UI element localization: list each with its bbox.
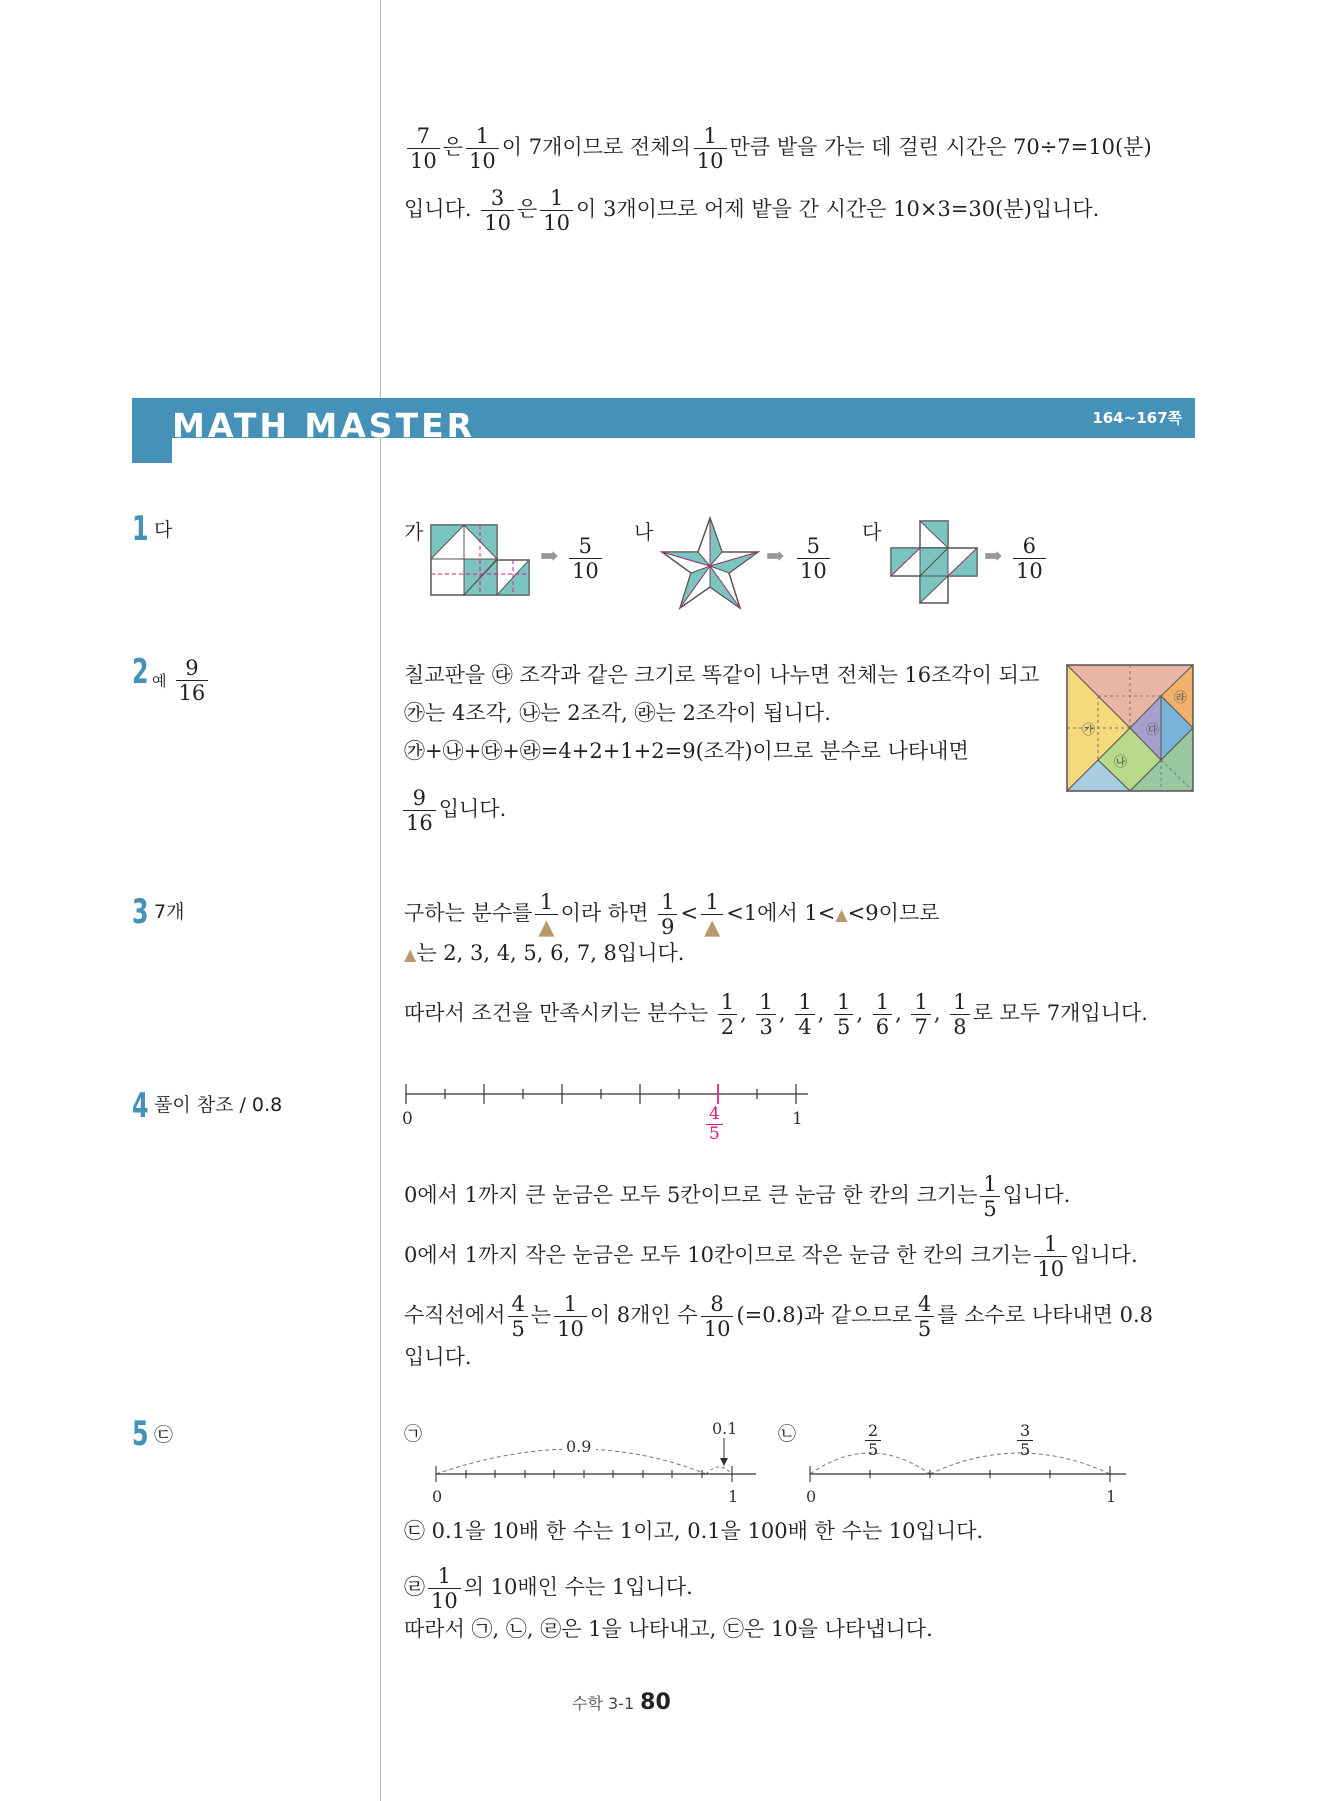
page-number: 80 <box>640 1690 671 1715</box>
fraction: $\frac{9}{16}$ <box>176 656 209 705</box>
diagram-b-label: ㉡ <box>778 1424 796 1445</box>
question-answer: 7개 <box>154 901 185 923</box>
diagram-a-label: ㉠ <box>404 1424 422 1445</box>
q3-line-2: ▲는 2, 3, 4, 5, 6, 7, 8입니다. <box>404 941 685 965</box>
fraction: $\frac{9}{16}$ <box>403 786 436 835</box>
fraction: $\frac{3}{10}$ <box>481 186 514 235</box>
small-label: 0.1 <box>712 1422 738 1438</box>
fraction: $\frac{7}{10}$ <box>407 124 440 173</box>
question-answer: 풀이 참조 / 0.8 <box>154 1094 283 1116</box>
q5-line-3: 따라서 ㉠, ㉡, ㉣은 1을 나타내고, ㉢은 10을 나타냅니다. <box>404 1617 933 1641</box>
number-line-q4 <box>396 1080 816 1150</box>
fraction: $\frac{1}{10}$ <box>428 1564 461 1613</box>
figure-da <box>890 520 980 604</box>
figure-label: 나 <box>634 520 654 544</box>
fraction: $\frac{1}{8}$ <box>950 990 969 1039</box>
q2-line-2: ㉮는 4조각, ㉯는 2조각, ㉱는 2조각이 됩니다. <box>404 701 831 725</box>
arc-fraction <box>862 1422 884 1459</box>
fraction: $\frac{1}{3}$ <box>756 990 775 1039</box>
fraction: $\frac{2}{5}$ <box>865 1422 881 1459</box>
page-footer <box>572 1690 671 1715</box>
nl-label-one: 1 <box>728 1487 739 1506</box>
fraction: $\frac{8}{10}$ <box>701 1292 734 1341</box>
nl-mark-fraction <box>703 1105 726 1144</box>
q3-line-3: 따라서 조건을 만족시키는 분수는 $\frac{1}{2}$ , $\frac{1}{3}$ , $\frac{1}{4}$ , $\frac{1}{5}$ , $\frac{1}{6}$ , $\frac{1}{7}$ , $\frac{1}{8}$ 로 모두 7개입니다. <box>404 990 1148 1039</box>
book-title: 수학 3-1 <box>572 1694 635 1713</box>
question-answer <box>152 656 211 705</box>
figure-ga <box>430 524 530 596</box>
q2-line-1: 칠교판을 ㉰ 조각과 같은 크기로 똑같이 나누면 전체는 16조각이 되고 <box>404 663 1040 687</box>
question-number: 5 <box>132 1414 149 1454</box>
question-number: 4 <box>132 1086 149 1126</box>
question-answer: ㉢ <box>154 1424 174 1446</box>
fraction: $\frac{1}{10}$ <box>540 186 573 235</box>
tangram-label-da: ㉰ <box>1146 723 1160 738</box>
fraction: $\frac{5}{10}$ <box>797 534 830 583</box>
section-title: MATH MASTER <box>172 406 476 445</box>
question-answer: 다 <box>154 519 173 541</box>
nl-label-zero: 0 <box>432 1487 443 1506</box>
figure-label: 가 <box>404 520 424 544</box>
fraction: $\frac{1}{5}$ <box>980 1172 999 1221</box>
section-banner-tab <box>132 438 172 463</box>
fraction: $\frac{1}{10}$ <box>1034 1232 1067 1281</box>
nl-label-zero: 0 <box>806 1487 817 1506</box>
fraction: $\frac{4}{5}$ <box>508 1292 527 1341</box>
q4-line-1: 0에서 1까지 큰 눈금은 모두 5칸이므로 큰 눈금 한 칸의 크기는 $\frac{1}{5}$ 입니다. <box>404 1172 1071 1221</box>
page-range: 164~167쪽 <box>1092 409 1182 427</box>
figure-label: 다 <box>862 520 882 544</box>
question-number: 2 <box>132 652 149 692</box>
q4-line-4: 입니다. <box>404 1345 472 1369</box>
tangram-figure <box>1066 664 1194 792</box>
fraction: $\frac{1}{10}$ <box>694 124 727 173</box>
figure-fraction <box>566 534 605 583</box>
arrow-icon: ➡ <box>766 544 785 569</box>
q2-line-3: ㉮+㉯+㉰+㉱=4+2+1+2=9(조각)이므로 분수로 나타내면 <box>404 739 969 763</box>
number-line-a <box>426 1422 766 1512</box>
figure-fraction <box>1010 534 1049 583</box>
triangle-icon: ▲ <box>404 945 417 964</box>
fraction: $\frac{3}{5}$ <box>1017 1422 1033 1459</box>
arrow-icon: ➡ <box>984 544 1003 569</box>
figure-fraction <box>794 534 833 583</box>
top-line-1: $\frac{7}{10}$ 은 $\frac{1}{10}$ 이 7개이므로 전체의 $\frac{1}{10}$ 만큼 밭을 가는 데 걸린 시간은 70÷7=10(분) <box>404 124 1152 173</box>
fraction: $\frac{1}{▲}$ <box>535 890 557 939</box>
answer-prefix: 예 <box>152 672 167 690</box>
arrow-icon: ➡ <box>540 544 559 569</box>
tangram-label-ra: ㉱ <box>1174 691 1188 706</box>
q5-line-2: ㉣ $\frac{1}{10}$ 의 10배인 수는 1입니다. <box>404 1564 693 1613</box>
fraction: $\frac{1}{5}$ <box>834 990 853 1039</box>
fraction: $\frac{1}{10}$ <box>466 124 499 173</box>
arc-fraction <box>1014 1422 1036 1459</box>
q2-line-4: $\frac{9}{16}$ 입니다. <box>400 786 506 835</box>
fraction: $\frac{5}{10}$ <box>569 534 602 583</box>
question-number: 3 <box>132 892 149 932</box>
nl-label-one: 1 <box>792 1109 803 1129</box>
triangle-icon: ▲ <box>538 915 555 939</box>
top-line-2: 입니다. $\frac{3}{10}$ 은 $\frac{1}{10}$ 이 3개이므로 어제 밭을 간 시간은 10×3=30(분)입니다. <box>404 186 1100 235</box>
question-number: 1 <box>132 509 149 549</box>
fraction: $\frac{1}{2}$ <box>718 990 737 1039</box>
triangle-icon: ▲ <box>835 905 848 924</box>
column-divider <box>380 0 381 1801</box>
fraction: $\frac{1}{7}$ <box>911 990 930 1039</box>
fraction: $\frac{4}{5}$ <box>915 1292 934 1341</box>
q3-line-1: 구하는 분수를 $\frac{1}{▲}$ 이라 하면 $\frac{1}{9}$ < $\frac{1}{▲}$ <1에서 1<▲<9이므로 <box>404 890 940 939</box>
number-line-b <box>800 1422 1140 1512</box>
fraction: $\frac{1}{4}$ <box>795 990 814 1039</box>
tangram-label-ga: ㉮ <box>1082 723 1096 738</box>
figure-na <box>660 516 760 612</box>
nl-label-one: 1 <box>1106 1487 1117 1506</box>
fraction: $\frac{6}{10}$ <box>1013 534 1046 583</box>
q5-line-1: ㉢ 0.1을 10배 한 수는 1이고, 0.1을 100배 한 수는 10입니다. <box>404 1519 984 1543</box>
arc-label: 0.9 <box>566 1437 592 1456</box>
fraction: $\frac{1}{9}$ <box>658 890 677 939</box>
triangle-icon: ▲ <box>704 915 721 939</box>
nl-label-zero: 0 <box>402 1109 413 1129</box>
q4-line-2: 0에서 1까지 작은 눈금은 모두 10칸이므로 작은 눈금 한 칸의 크기는 $\frac{1}{10}$ 입니다. <box>404 1232 1138 1281</box>
fraction: $\frac{1}{▲}$ <box>701 890 723 939</box>
tangram-label-na: ㉯ <box>1114 755 1128 770</box>
fraction: $\frac{1}{6}$ <box>873 990 892 1039</box>
fraction: $\frac{4}{5}$ <box>706 1105 723 1144</box>
q4-line-3: 수직선에서 $\frac{4}{5}$ 는 $\frac{1}{10}$ 이 8개인 수 $\frac{8}{10}$ (=0.8)과 같으므로 $\frac{4}{5}$ 를 소수로 나타내면 0.8 <box>404 1292 1154 1341</box>
fraction: $\frac{1}{10}$ <box>554 1292 587 1341</box>
